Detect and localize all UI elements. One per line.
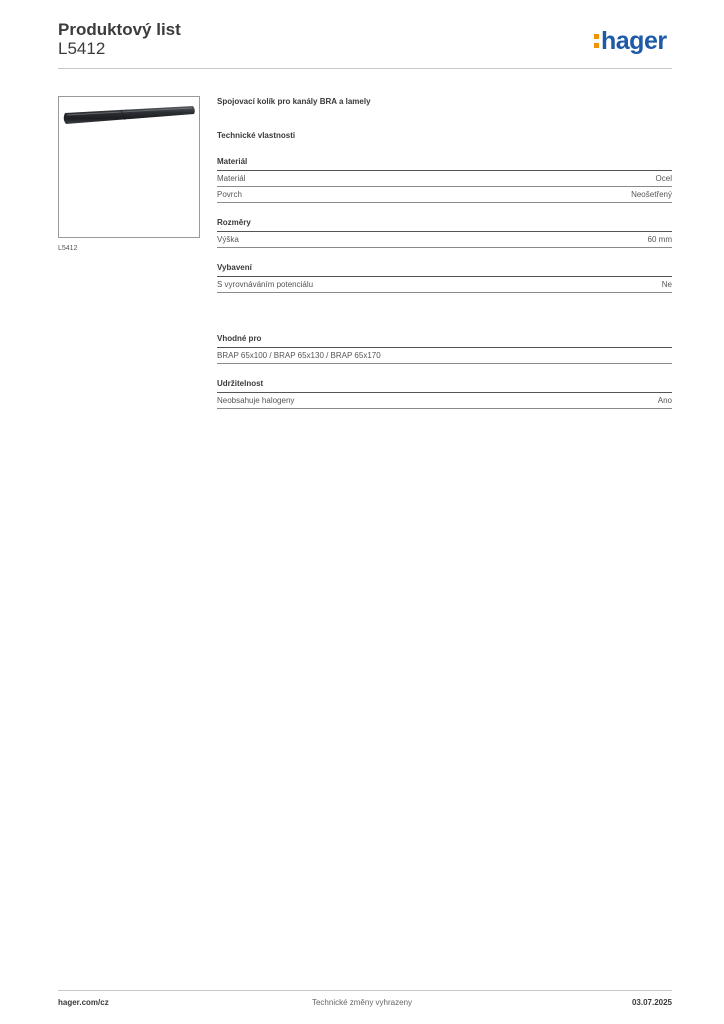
logo-text: hager [601, 27, 667, 55]
spec-row [217, 232, 672, 248]
spec-row [217, 393, 672, 409]
image-caption: L5412 [58, 245, 78, 252]
spec-value: Ocel [655, 174, 672, 183]
spec-value: Ano [657, 396, 672, 405]
footer-date: 03.07.2025 [631, 998, 672, 1007]
logo-dots-icon [594, 30, 599, 51]
spec-label: Výška [217, 235, 239, 244]
spec-row [217, 171, 672, 187]
spec-value: Neošetřený [631, 190, 672, 199]
footer-divider [58, 990, 672, 991]
group-title: Vhodné pro [217, 333, 672, 348]
group-title: Materiál [217, 156, 672, 171]
product-image [58, 96, 200, 238]
spec-label: Neobsahuje halogeny [217, 396, 295, 405]
hager-logo [594, 26, 667, 56]
spec-label: Povrch [217, 190, 242, 199]
spec-row [217, 187, 672, 203]
group-title: Rozměry [217, 217, 672, 232]
page-title: Produktový list [58, 20, 181, 39]
spec-label: BRAP 65x100 / BRAP 65x130 / BRAP 65x170 [217, 351, 381, 360]
spec-label: Materiál [217, 174, 246, 183]
connecting-pin-image [59, 97, 201, 239]
product-description: Spojovací kolík pro kanály BRA a lamely [217, 97, 371, 106]
group-sustainability [217, 378, 672, 409]
group-dimensions [217, 217, 672, 248]
tech-heading: Technické vlastnosti [217, 131, 296, 140]
product-code: L5412 [58, 39, 106, 58]
group-equipment [217, 262, 672, 293]
footer-website-link[interactable]: hager.com/cz [58, 998, 109, 1007]
spec-content [217, 96, 672, 409]
spec-label: S vyrovnáváním potenciálu [217, 280, 314, 289]
group-title: Vybavení [217, 262, 672, 277]
group-material [217, 156, 672, 203]
spec-row [217, 277, 672, 293]
spec-row [217, 348, 672, 364]
spec-value: Ne [661, 280, 672, 289]
group-title: Udržitelnost [217, 378, 672, 393]
footer-note: Technické změny vyhrazeny [311, 998, 413, 1007]
group-suitable-for [217, 333, 672, 364]
spec-value: 60 mm [647, 235, 672, 244]
header-divider [58, 68, 672, 69]
